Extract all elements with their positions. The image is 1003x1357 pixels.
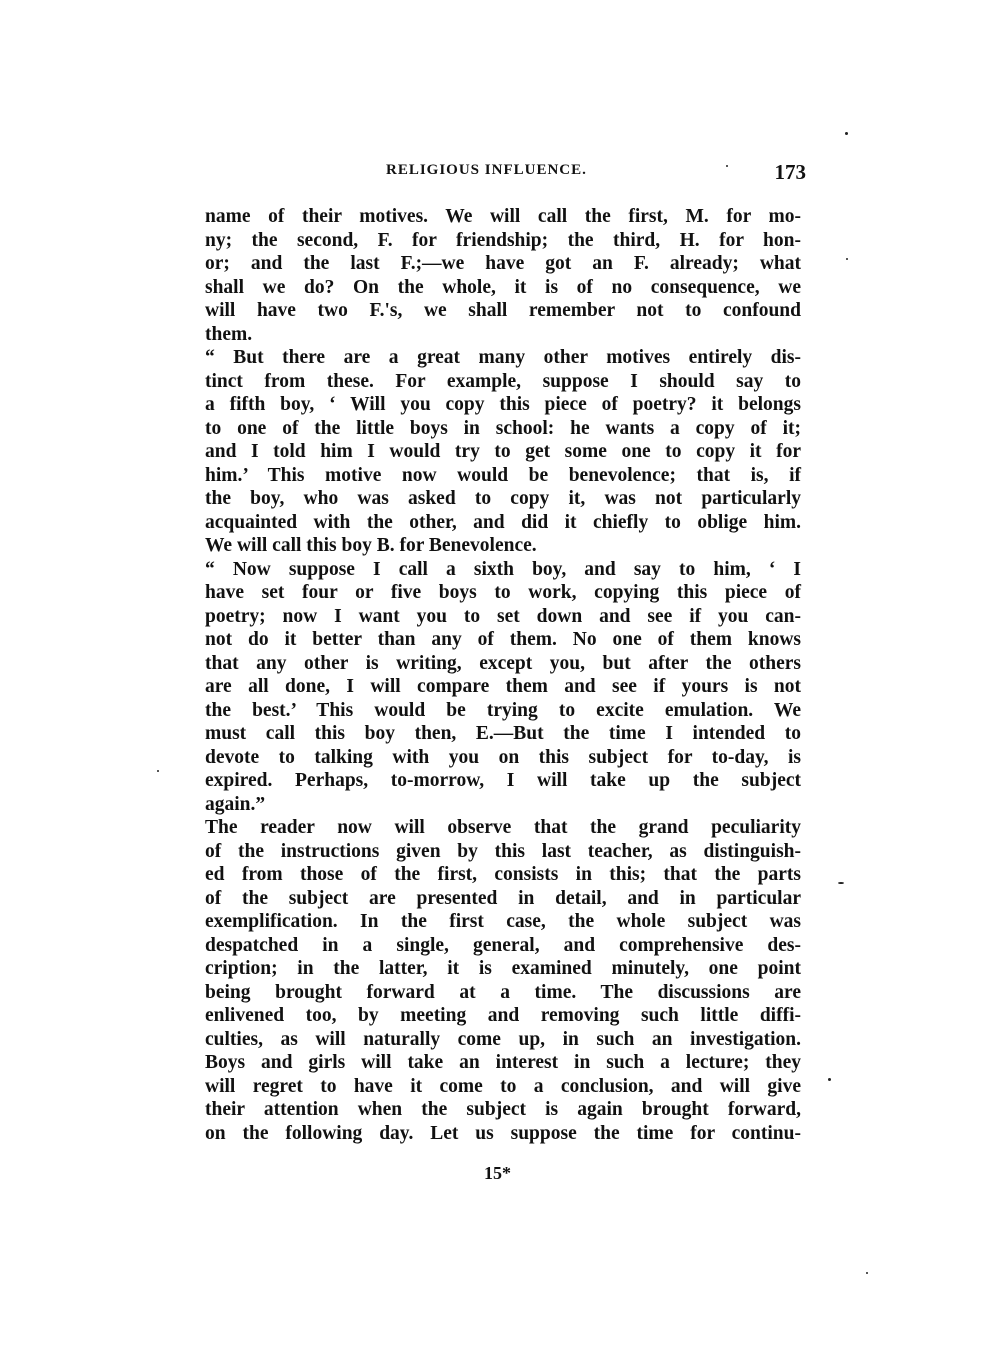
text-line: that any other is writing, except you, but after the others (205, 652, 801, 674)
scan-speck (828, 1078, 831, 1081)
text-line: a fifth boy, ‘ Will you copy this piece of poetry? it belongs (205, 394, 801, 415)
text-line: expired. Perhaps, to-morrow, I will take up the subject (205, 770, 801, 791)
text-line: their attention when the subject is again brought forward, (205, 1099, 801, 1120)
signature-mark: 15* (484, 1163, 511, 1183)
text-line: of the subject are presented in detail, and in particular (205, 887, 801, 909)
text-line: the best.’ This would be trying to excite emulation. We (205, 699, 801, 721)
scan-speck (845, 132, 848, 135)
body-text (205, 205, 801, 1145)
scan-speck (726, 165, 728, 167)
scan-speck (866, 1272, 868, 1274)
text-line: them. (205, 323, 253, 345)
text-line: of the instructions given by this last teacher, as distinguish- (205, 840, 801, 862)
text-line: to one of the little boys in school: he wants a copy of it; (205, 417, 801, 439)
text-line: despatched in a single, general, and comprehensive des- (205, 934, 801, 956)
text-line: ed from those of the first, consists in this; that the parts (205, 864, 801, 885)
text-line: must call this boy then, E.—But the time I intended to (205, 723, 801, 744)
text-line: will regret to have it come to a conclusion, and will give (205, 1075, 801, 1097)
text-line: ny; the second, F. for friendship; the third, H. for hon- (205, 229, 801, 251)
text-line: are all done, I will compare them and see if yours is not (205, 676, 801, 697)
text-line: exemplification. In the first case, the whole subject was (205, 911, 801, 932)
text-line: not do it better than any of them. No one of them knows (205, 629, 801, 650)
scan-speck (157, 770, 159, 772)
text-line: have set four or five boys to work, copying this piece of (205, 582, 801, 603)
running-title: RELIGIOUS INFLUENCE. (386, 162, 587, 178)
text-line: him.’ This motive now would be benevolence; that is, if (205, 464, 801, 486)
text-line: devote to talking with you on this subject for to-day, is (205, 746, 801, 768)
text-line: poetry; now I want you to set down and see if you can- (205, 605, 801, 627)
page-number: 173 (774, 160, 806, 184)
text-line: shall we do? On the whole, it is of no consequence, we (205, 276, 801, 298)
text-line: on the following day. Let us suppose the time for continu- (205, 1122, 801, 1144)
text-line: being brought forward at a time. The discussions are (205, 981, 801, 1003)
text-line: the boy, who was asked to copy it, was not particularly (205, 488, 801, 509)
text-line: name of their motives. We will call the first, M. for mo- (205, 206, 801, 227)
text-line: and I told him I would try to get some one to copy it for (205, 441, 801, 462)
text-line: tinct from these. For example, suppose I should say to (205, 370, 801, 392)
text-line: or; and the last F.;—we have got an F. already; what (205, 253, 801, 274)
scan-speck (838, 882, 844, 884)
text-line: culties, as will naturally come up, in such an investigation. (205, 1028, 801, 1050)
text-line: enlivened too, by meeting and removing such little diffi- (205, 1005, 801, 1026)
scan-speck (846, 258, 848, 260)
text-line: The reader now will observe that the grand peculiarity (205, 817, 801, 838)
text-line: acquainted with the other, and did it chiefly to oblige him. (205, 511, 801, 533)
text-line: “ But there are a great many other motives entirely dis- (205, 347, 801, 368)
text-line: will have two F.'s, we shall remember not to confound (205, 300, 801, 321)
text-line: We will call this boy B. for Benevolence. (205, 535, 537, 556)
text-line: cription; in the latter, it is examined minutely, one point (205, 958, 801, 979)
text-line: “ Now suppose I call a sixth boy, and say to him, ‘ I (205, 558, 801, 580)
text-line: Boys and girls will take an interest in such a lecture; they (205, 1052, 801, 1073)
running-head (206, 160, 806, 186)
text-line: again.” (205, 793, 266, 815)
